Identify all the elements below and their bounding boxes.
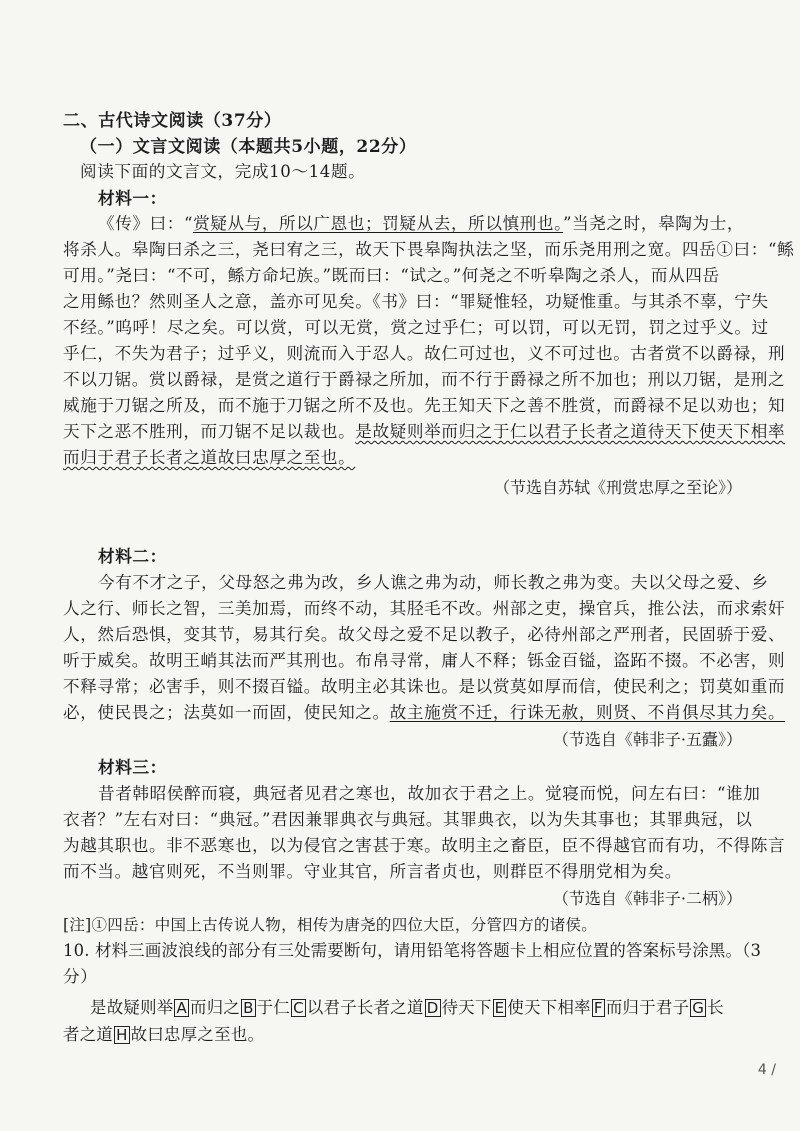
text-seg: 长 [707,998,724,1017]
option-g-box[interactable]: G [692,999,705,1017]
material3-line: 而不当。越官则死，不当则罪。守业其官，所言者贞也，则群臣不得朋党相为矣。 [63,862,682,881]
text-seg: 《传》曰：“ [98,214,194,233]
material1-line: 可用。”尧曰：“不可，鲧方命圮族。”既而曰：“试之。”何尧之不听皋陶之杀人，而从四岳 [63,266,720,285]
option-e-box[interactable]: E [494,999,505,1017]
subsection-title: （一）文言文阅读（本题共5小题，22分） [80,137,417,157]
text-seg: 于仁 [256,998,291,1017]
text-seg: 是故疑则举 [90,998,174,1017]
answer-options [63,1025,264,1045]
text-seg: 者之道 [63,1025,114,1044]
material2-line [63,703,785,723]
text-seg: 待天下 [441,998,492,1017]
text-seg: 故曰忠厚之至也。 [130,1025,265,1044]
text-seg: 必，使民畏之；法莫如一而固，使民知之。 [63,703,390,722]
material3-line: 为越其职也。非不恶寒也，以为侵官之害甚于寒。故明主之畜臣，臣不得越官而有功，不得陈言 [63,836,786,855]
underlined-sentence: 故主施赏不迁，行诛无赦，则贤、不肖俱尽其力矣。 [389,703,786,722]
material2-label: 材料二： [98,546,167,566]
material3-line: 昔者韩昭侯醉而寝，典冠者见君之寒也，故加衣于君之上。觉寝而悦，问左右曰：“谁加 [98,784,761,803]
wavy-underlined-text: 而归于君子长者之道故曰忠厚之至也。 [63,448,356,467]
material1-line: 威施于刀锯之所及，而不施于刀锯之所不及也。先王知天下之善不胜赏，而爵禄不足以劝也；知 [63,396,786,415]
material1-line: 乎仁，不失为君子；过乎义，则流而入于忍人。故仁可过也，义不可过也。古者赏不以爵禄，刑 [63,344,786,363]
material1-line: 不以刀锯。赏以爵禄，是赏之道行于爵禄之所加，而不行于爵禄之所不加也；刑以刀锯，是刑之 [63,370,786,389]
option-f-box[interactable]: F [593,999,603,1017]
material3-line: 衣者？”左右对曰：“典冠。”君因兼罪典衣与典冠。其罪典衣，以为失其事也；其罪典冠，以 [63,810,753,829]
page-number: 4 / [757,1062,776,1078]
material3-source: （节选自《韩非子·二柄》） [552,889,742,908]
option-h-box[interactable]: H [116,1026,128,1044]
text-seg: 而归于君子 [605,998,690,1017]
instruction: 阅读下面的文言文，完成10～14题。 [80,162,366,181]
text-seg: 而归之 [190,998,241,1017]
question-10-stem: 10. 材料三画波浪线的部分有三处需要断句，请用铅笔将答题卡上相应位置的答案标号涂黑。（3 [63,941,762,960]
material1-line [98,214,744,234]
material2-line: 不释寻常；必害手，则不掇百镒。故明主必其诛也。是以赏莫如厚而信，使民利之；罚莫如重而 [63,677,786,696]
material1-line: 不经。”呜呼！尽之矣。可以赏，可以无赏，赏之过乎仁；可以罚，可以无罚，罚之过乎义。过 [63,318,769,337]
option-b-box[interactable]: B [243,999,254,1017]
text-seg: 天下之恶不胜刑，而刀锯不足以裁也。 [63,422,356,441]
question-10-stem: 分） [63,967,98,986]
wavy-underlined-text: 是故疑则举而归之于仁以君子长者之道待天下使天下相率 [355,422,786,441]
material1-line: 将杀人。皋陶曰杀之三，尧曰宥之三，故天下畏皋陶执法之坚，而乐尧用刑之宽。四岳①曰：“鲧 [63,240,795,259]
section-title: 二、古代诗文阅读（37分） [63,111,282,131]
material2-line: 人之行、师长之智，三美加焉，而终不动，其胫毛不改。州部之吏，操官兵，推公法，而求索奸 [63,599,786,618]
material2-source: （节选自《韩非子·五蠹》） [552,730,742,749]
material2-line: 听于威矣。故明王峭其法而严其刑也。布帛寻常，庸人不释；铄金百镒，盗跖不掇。不必害，则 [63,651,786,670]
material2-line: 人，然后恐惧，变其节，易其行矣。故父母之爱不足以教子，必待州部之严刑者，民固骄于爱、 [63,625,786,644]
text-seg: ”当尧之时，皋陶为士， [563,214,745,233]
material1-line: 之用鲧也？然则圣人之意，盖亦可见矣。《书》曰：“罪疑惟轻，功疑惟重。与其杀不辜，宁失 [63,292,769,311]
underlined-quote: 赏疑从与，所以广恩也；罚疑从去，所以慎刑也。 [193,214,564,233]
material1-line [63,422,785,442]
annotation-note: [注]①四岳：中国上古传说人物，相传为唐尧的四位大臣，分管四方的诸侯。 [63,916,598,934]
option-c-box[interactable]: C [293,999,304,1017]
material1-source: （节选自苏轼《刑赏忠厚之至论》） [493,478,742,497]
material1-label: 材料一： [98,188,167,208]
material2-line: 今有不才之子，父母怒之弗为改，乡人谯之弗为动，师长教之弗为变。夫以父母之爱、乡 [98,573,769,592]
material3-label: 材料三： [98,757,167,777]
option-d-box[interactable]: D [426,999,439,1017]
text-seg: 以君子长者之道 [306,998,424,1017]
option-a-box[interactable]: A [176,999,188,1017]
answer-options [90,998,724,1018]
text-seg: 使天下相率 [507,998,591,1017]
